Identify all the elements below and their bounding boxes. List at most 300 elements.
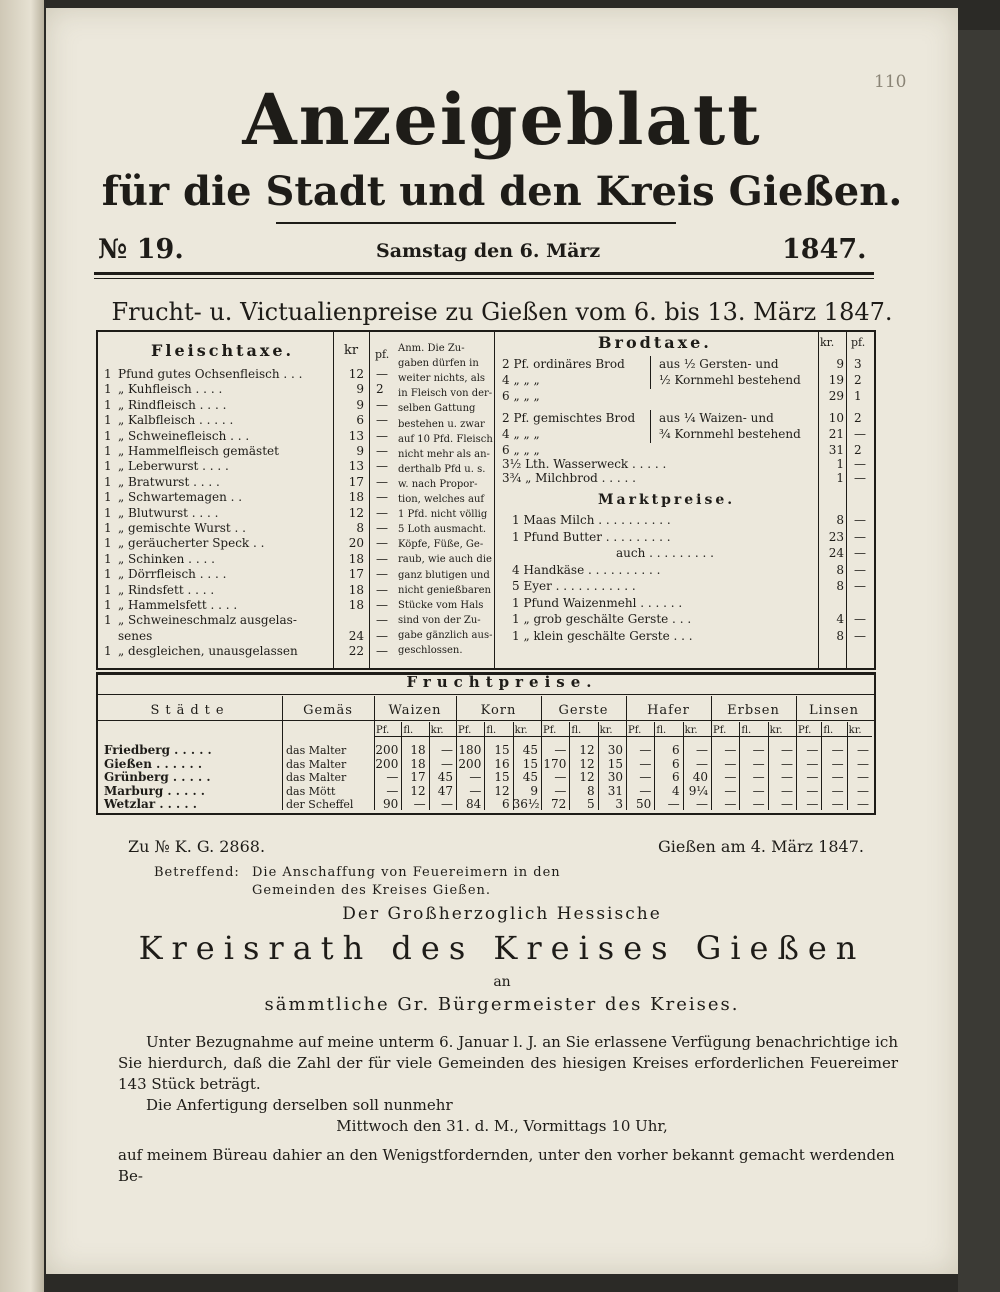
frucht-cell: — [831, 797, 844, 811]
brod-note-2a: aus ¼ Waizen- und [650, 410, 774, 427]
brod-row-label: 4 „ „ „ [502, 427, 540, 441]
notice-paragraph-3: auf meinem Büreau dahier an den Wenigstfordernden, unter den vorher bekannt gemacht werdenden Be- [118, 1146, 895, 1185]
betreff-line-1: Die Anschaffung von Feuereimern in den [252, 865, 561, 880]
frucht-cell: 12 [579, 756, 595, 771]
fleisch-kr: 20 [348, 536, 364, 551]
fleisch-qty: 1 [104, 551, 112, 566]
frucht-header: Städte [150, 703, 230, 718]
fleisch-name: Pfund gutes Ochsenfleisch . . . [118, 367, 303, 381]
brod-row-pf: — [854, 471, 866, 485]
fleisch-kr: 13 [348, 459, 364, 474]
annotation-line: tion, welches auf [398, 494, 485, 505]
fleisch-pf: — [376, 428, 388, 443]
fleisch-name: „ Schweinefleisch . . . [118, 428, 250, 443]
frucht-city: Friedberg . . . . . [104, 743, 212, 757]
annotation-line: nicht mehr als an- [398, 448, 490, 460]
fleisch-kr: 13 [348, 428, 364, 443]
frucht-measure: der Scheffel [286, 798, 354, 811]
markt-row-pf: — [854, 628, 866, 643]
markt-row-label: 1 Pfund Waizenmehl . . . . . . [512, 595, 683, 610]
frucht-cell: — [856, 756, 869, 771]
right-background [958, 30, 1000, 1292]
frucht-cell: — [780, 770, 793, 784]
brod-row-pf: 2 [854, 411, 862, 425]
brod-row-label: 6 „ „ „ [502, 443, 540, 457]
fleisch-pf: — [376, 613, 388, 628]
markt-row-label: 4 Handkäse . . . . . . . . . . [512, 562, 661, 577]
brod-row-kr: 21 [828, 427, 844, 441]
fleisch-pf: — [376, 628, 388, 643]
notice-authority-1: Der Großherzoglich Hessische [342, 904, 662, 924]
frucht-cell: 4 [672, 783, 680, 798]
fleisch-qty: 1 [104, 644, 112, 659]
frucht-cell: — [724, 756, 737, 771]
fleisch-name: senes [118, 628, 153, 643]
fleisch-name: „ Schweineschmalz ausgelas- [118, 613, 297, 628]
brod-note-2b: ¾ Kornmehl bestehend [650, 426, 801, 443]
fleisch-qty: 1 [104, 367, 112, 381]
newspaper-subtitle: für die Stadt und den Kreis Gießen. [101, 168, 903, 215]
frucht-header: Korn [480, 703, 517, 718]
fleisch-pf: — [376, 505, 388, 520]
grid-line [98, 720, 874, 721]
fleisch-qty: 1 [104, 582, 112, 597]
page-number: 110 [874, 72, 907, 92]
frucht-subheader: kr. [599, 725, 613, 736]
frucht-cell: — [695, 743, 708, 757]
frucht-cell: — [639, 743, 652, 757]
frucht-cell: 15 [494, 743, 510, 757]
frucht-cell: 6 [672, 770, 680, 784]
frucht-cell: — [831, 770, 844, 784]
fleisch-name: „ Blutwurst . . . . [118, 505, 219, 520]
frucht-cell: — [695, 756, 708, 771]
frucht-cell: — [856, 770, 869, 784]
frucht-cell: 170 [543, 756, 567, 771]
frucht-subheader: fl. [823, 725, 834, 736]
fleisch-pf: — [376, 413, 388, 428]
frucht-header: Gemäs [303, 703, 353, 718]
frucht-cell: 47 [437, 783, 453, 798]
markt-row-kr: 4 [836, 612, 844, 626]
frucht-cell: — [780, 743, 793, 757]
fleisch-name: „ Schinken . . . . [118, 551, 215, 566]
fleisch-name: „ Leberwurst . . . . [118, 459, 229, 474]
divider [369, 332, 370, 668]
frucht-cell: — [856, 797, 869, 811]
fleisch-pf: — [376, 444, 388, 458]
fleisch-name: „ Hammelfleisch gemästet [118, 444, 279, 458]
fleisch-pf: — [376, 521, 388, 535]
frucht-cell: — [695, 797, 708, 811]
annotation-line: 5 Loth ausmacht. [398, 524, 487, 536]
fleisch-name: „ gemischte Wurst . . [118, 521, 246, 535]
frucht-cell: 72 [551, 797, 567, 811]
frucht-cell: 30 [607, 743, 623, 757]
fleisch-name: „ geräucherter Speck . . [118, 536, 265, 551]
brod-row-pf: 3 [854, 357, 862, 371]
frucht-cell: — [639, 756, 652, 771]
frucht-cell: — [724, 743, 737, 757]
notice-date-line: Mittwoch den 31. d. M., Vormittags 10 Uhr, [336, 1117, 668, 1135]
frucht-subheader: kr. [769, 725, 783, 736]
frucht-cell: — [440, 756, 453, 771]
frucht-subheader: kr. [514, 725, 528, 736]
brod-row-kr: 1 [836, 471, 844, 485]
markt-row-pf: — [854, 562, 866, 577]
markt-row-kr: 23 [828, 529, 844, 544]
frucht-cell: — [780, 783, 793, 798]
brod-row-kr: 19 [828, 373, 844, 387]
frucht-header: Waizen [388, 703, 442, 718]
brod-row-kr: 1 [836, 457, 844, 471]
frucht-cell: 16 [494, 756, 510, 771]
frucht-subheader: kr. [684, 725, 698, 736]
brod-row-label: 3½ Lth. Wasserweck . . . . . [502, 457, 667, 471]
frucht-subheader: Pf. [458, 725, 472, 736]
markt-row-pf: — [854, 612, 866, 626]
markt-row-label: auch . . . . . . . . . [616, 546, 714, 560]
annotation-line: w. nach Propor- [398, 478, 478, 490]
newspaper-page [46, 8, 958, 1274]
brod-row-pf: — [854, 427, 866, 441]
frucht-cell: 36½ [512, 797, 540, 811]
divider [846, 332, 847, 668]
issue-year: 1847. [782, 234, 867, 265]
issue-number: № 19. [98, 234, 184, 265]
frucht-cell: 5 [587, 797, 595, 811]
fleisch-name: „ Dörrfleisch . . . . [118, 567, 227, 582]
frucht-cell: 40 [692, 770, 708, 784]
frucht-cell: 6 [502, 797, 510, 811]
frucht-cell: — [780, 756, 793, 771]
frucht-cell: 50 [636, 797, 652, 811]
fleisch-kr: 12 [348, 367, 364, 381]
frucht-cell: — [831, 756, 844, 771]
frucht-cell: — [386, 783, 399, 798]
fleisch-pf: — [376, 567, 388, 582]
markt-heading: Marktpreise. [598, 492, 736, 508]
fleisch-kr: 12 [348, 505, 364, 520]
fleisch-qty: 1 [104, 598, 112, 612]
markt-row-pf: — [854, 529, 866, 544]
frucht-cell: — [724, 770, 737, 784]
markt-row-label: 1 Maas Milch . . . . . . . . . . [512, 513, 671, 527]
fleisch-qty: 1 [104, 428, 112, 443]
annotation-line: bestehen u. zwar [398, 418, 485, 430]
fleisch-qty: 1 [104, 474, 112, 489]
frucht-rule [98, 694, 874, 695]
fleisch-qty: 1 [104, 505, 112, 520]
masthead-rule-thin [94, 278, 874, 279]
frucht-cell: — [469, 783, 482, 798]
frucht-cell: 45 [437, 770, 453, 784]
frucht-subheader: Pf. [628, 725, 642, 736]
frucht-subheader: fl. [403, 725, 414, 736]
frucht-cell: — [724, 797, 737, 811]
frucht-subheader: Pf. [713, 725, 727, 736]
fleisch-pf-header: pf. [375, 348, 390, 361]
frucht-cell: 8 [587, 783, 595, 798]
fleisch-pf: — [376, 536, 388, 551]
brod-row-label: 2 Pf. gemischtes Brod [502, 411, 636, 425]
frucht-header: Gerste [558, 703, 609, 718]
frucht-cell: 31 [607, 783, 623, 798]
fleisch-name: „ Rindsfett . . . . [118, 582, 215, 597]
frucht-cell: 200 [375, 743, 399, 757]
annotation-line: Stücke vom Hals [398, 599, 484, 611]
fleisch-qty: 1 [104, 613, 112, 628]
brod-note-1a: aus ½ Gersten- und [650, 356, 779, 373]
frucht-cell: — [413, 797, 426, 811]
frucht-cell: 9¼ [688, 783, 708, 798]
frucht-cell: — [554, 743, 567, 757]
prices-heading: Frucht- u. Victualienpreise zu Gießen vom 6. bis 13. März 1847. [111, 298, 893, 326]
fleisch-kr: 8 [356, 521, 364, 535]
frucht-cell: — [667, 797, 680, 811]
markt-row-kr: 8 [836, 579, 844, 593]
frucht-cell: — [780, 797, 793, 811]
frucht-heading: Fruchtpreise. [406, 673, 598, 691]
frucht-measure: das Mött [286, 784, 336, 798]
frucht-cell: — [806, 797, 819, 811]
frucht-cell: 3 [615, 797, 623, 811]
frucht-cell: 200 [375, 756, 399, 771]
fleisch-qty: 1 [104, 536, 112, 551]
frucht-cell: — [752, 756, 765, 771]
betreff-label: Betreffend: [154, 865, 240, 880]
fleisch-kr-header: kr [344, 343, 359, 358]
frucht-subheader: fl. [656, 725, 667, 736]
annotation-line: raub, wie auch die [398, 554, 492, 566]
notice-paragraph-1: Unter Bezugnahme auf meine unterm 6. Januar l. J. an Sie erlassene Verfügung benachrichtige ich Sie hierdurch, daß die Zahl der für viele Gemeinden des hiesigen Kreises erforderlichen Feuereimer 143 Stück beträgt. [118, 1033, 898, 1093]
frucht-cell: — [806, 756, 819, 771]
frucht-cell: — [386, 770, 399, 784]
frucht-cell: 30 [607, 770, 623, 784]
brod-row-label: 3¾ „ Milchbrod . . . . . [502, 471, 636, 485]
fleisch-pf: — [376, 397, 388, 412]
fleisch-pf: 2 [376, 382, 384, 397]
brod-row-pf: 2 [854, 373, 862, 387]
frucht-subheader: fl. [741, 725, 752, 736]
markt-row-kr: 8 [836, 628, 844, 643]
markt-row-pf: — [854, 546, 866, 560]
fleisch-kr: 9 [356, 382, 364, 397]
frucht-cell: — [752, 797, 765, 811]
frucht-header: Erbsen [727, 703, 780, 718]
frucht-cell: — [856, 783, 869, 798]
fleisch-kr: 17 [348, 474, 364, 489]
frucht-cell: — [752, 770, 765, 784]
fleisch-pf: — [376, 644, 388, 659]
frucht-cell: 12 [494, 783, 510, 798]
fleisch-qty: 1 [104, 444, 112, 458]
fleisch-name: „ Hammelsfett . . . . [118, 598, 238, 612]
annotation-line: 1 Pfd. nicht völlig [398, 509, 488, 521]
notice-place-date: Gießen am 4. März 1847. [658, 837, 864, 856]
brod-pf-header: pf. [851, 336, 866, 349]
frucht-cell: — [752, 743, 765, 757]
notice-paragraph-2: Die Anfertigung derselben soll nunmehr [146, 1096, 453, 1114]
markt-row-pf: — [854, 513, 866, 527]
title-rule [276, 222, 676, 224]
frucht-cell: — [856, 743, 869, 757]
fleisch-pf: — [376, 551, 388, 566]
fleisch-pf: — [376, 367, 388, 381]
frucht-cell: 6 [672, 756, 680, 771]
fleisch-name: „ Kalbfleisch . . . . . [118, 413, 234, 428]
notice-an: an [493, 974, 511, 990]
frucht-subheader: kr. [848, 725, 862, 736]
frucht-cell: 45 [522, 770, 538, 784]
markt-row-label: 1 Pfund Butter . . . . . . . . . [512, 529, 671, 544]
brod-row-label: 4 „ „ „ [502, 373, 540, 387]
markt-row-label: 5 Eyer . . . . . . . . . . . [512, 579, 636, 593]
brod-row-kr: 29 [828, 389, 844, 403]
fleisch-pf: — [376, 582, 388, 597]
brod-row-label: 6 „ „ „ [502, 389, 540, 403]
fleisch-kr: 22 [348, 644, 364, 659]
frucht-subheader: fl. [571, 725, 582, 736]
fleisch-heading: Fleischtaxe. [151, 341, 295, 360]
frucht-city: Marburg . . . . . [104, 783, 205, 798]
annotation-line: geschlossen. [398, 645, 463, 656]
frucht-cell: — [440, 797, 453, 811]
frucht-cell: 12 [410, 783, 426, 798]
frucht-cell: — [639, 770, 652, 784]
brod-kr-header: kr. [820, 336, 835, 349]
divider [494, 332, 495, 668]
fleisch-pf: — [376, 459, 388, 474]
annotation-line: nicht genießbaren [398, 584, 491, 596]
issue-date: Samstag den 6. März [376, 240, 601, 262]
brod-row-kr: 10 [828, 411, 844, 425]
frucht-cell: — [440, 743, 453, 757]
fleisch-kr: 24 [348, 628, 364, 643]
markt-row-kr: 8 [836, 513, 844, 527]
divider [333, 332, 334, 668]
brod-row-pf: 2 [854, 443, 862, 457]
fleisch-name: „ Schwartemagen . . [118, 490, 243, 505]
fleisch-qty: 1 [104, 567, 112, 582]
frucht-measure: das Malter [286, 744, 347, 757]
fleisch-qty: 1 [104, 382, 112, 397]
brod-row-kr: 31 [828, 443, 844, 457]
annotation-line: weiter nichts, als [398, 373, 486, 385]
annotation-line: sind von der Zu- [398, 614, 481, 626]
betreff-line-2: Gemeinden des Kreises Gießen. [252, 883, 492, 898]
frucht-cell: — [724, 783, 737, 798]
frucht-city: Wetzlar . . . . . [104, 797, 197, 811]
frucht-cell: — [752, 783, 765, 798]
frucht-cell: — [806, 770, 819, 784]
annotation-line: gaben dürfen in [398, 358, 479, 370]
frucht-cell: 12 [579, 743, 595, 757]
annotation-line: ganz blutigen und [398, 569, 490, 581]
fleisch-kr: 18 [348, 551, 364, 566]
frucht-cell: 45 [522, 743, 538, 757]
markt-row-kr: 24 [828, 546, 844, 560]
frucht-header: Linsen [809, 703, 859, 718]
frucht-measure: das Malter [286, 771, 347, 784]
markt-row-pf: — [854, 579, 866, 593]
frucht-subheader: Pf. [543, 725, 557, 736]
frucht-city: Gießen . . . . . . [104, 756, 203, 771]
masthead-rule [94, 272, 874, 275]
fleisch-kr: 18 [348, 490, 364, 505]
fleisch-kr: 9 [356, 444, 364, 458]
frucht-subheader: kr. [430, 725, 444, 736]
notice-reference: Zu № K. G. 2868. [128, 837, 266, 856]
fleisch-pf: — [376, 490, 388, 505]
brod-note-1b: ½ Kornmehl bestehend [650, 372, 801, 389]
frucht-cell: — [639, 783, 652, 798]
annotation-line: derthalb Pfd u. s. [398, 463, 486, 475]
frucht-cell: 180 [458, 743, 482, 757]
fleisch-qty: 1 [104, 413, 112, 428]
frucht-cell: — [554, 770, 567, 784]
frucht-cell: 90 [383, 797, 399, 811]
fleisch-kr: 18 [348, 582, 364, 597]
frucht-cell: 84 [466, 797, 482, 811]
markt-row-label: 1 „ grob geschälte Gerste . . . [512, 612, 692, 626]
brod-row-kr: 9 [836, 357, 844, 371]
frucht-cell: 9 [530, 783, 538, 798]
frucht-cell: 15 [607, 756, 623, 771]
frucht-cell: 200 [458, 756, 482, 771]
annotation-line: auf 10 Pfd. Fleisch [398, 433, 493, 445]
fleisch-kr: 9 [356, 397, 364, 412]
annotation-line: selben Gattung [398, 403, 476, 415]
frucht-cell: — [469, 770, 482, 784]
frucht-city: Grünberg . . . . . [104, 770, 211, 784]
notice-authority-2: Kreisrath des Kreises Gießen [138, 929, 866, 967]
left-page-edge [0, 0, 44, 1292]
frucht-subheader: Pf. [376, 725, 390, 736]
frucht-measure: das Malter [286, 757, 347, 771]
fleisch-name: „ Bratwurst . . . . [118, 474, 220, 489]
fleisch-pf: — [376, 598, 388, 612]
frucht-cell: 15 [494, 770, 510, 784]
fleisch-kr: 6 [356, 413, 364, 428]
annotation-line: Anm. Die Zu- [398, 343, 465, 354]
fleisch-name: „ desgleichen, unausgelassen [118, 644, 298, 659]
fleisch-qty: 1 [104, 459, 112, 474]
fleisch-kr: 17 [348, 567, 364, 582]
fleisch-qty: 1 [104, 490, 112, 505]
notice-addressee: sämmtliche Gr. Bürgermeister des Kreises. [264, 994, 740, 1015]
frucht-cell: — [806, 783, 819, 798]
newspaper-title: Anzeigeblatt [242, 78, 762, 161]
frucht-cell: 17 [410, 770, 426, 784]
fleisch-kr: 18 [348, 598, 364, 612]
fleisch-name: „ Rindfleisch . . . . [118, 397, 227, 412]
frucht-subheader: Pf. [798, 725, 812, 736]
markt-row-label: 1 „ klein geschälte Gerste . . . [512, 628, 693, 643]
frucht-cell: — [831, 783, 844, 798]
annotation-line: gabe gänzlich aus- [398, 629, 493, 641]
fleisch-pf: — [376, 474, 388, 489]
brod-row-label: 2 Pf. ordinäres Brod [502, 357, 625, 371]
frucht-cell: — [831, 743, 844, 757]
frucht-cell: 18 [410, 743, 426, 757]
fleisch-qty: 1 [104, 397, 112, 412]
brod-row-pf: — [854, 457, 866, 471]
brod-row-pf: 1 [854, 389, 862, 403]
frucht-subheader: fl. [486, 725, 497, 736]
frucht-cell: — [806, 743, 819, 757]
markt-row-kr: 8 [836, 562, 844, 577]
